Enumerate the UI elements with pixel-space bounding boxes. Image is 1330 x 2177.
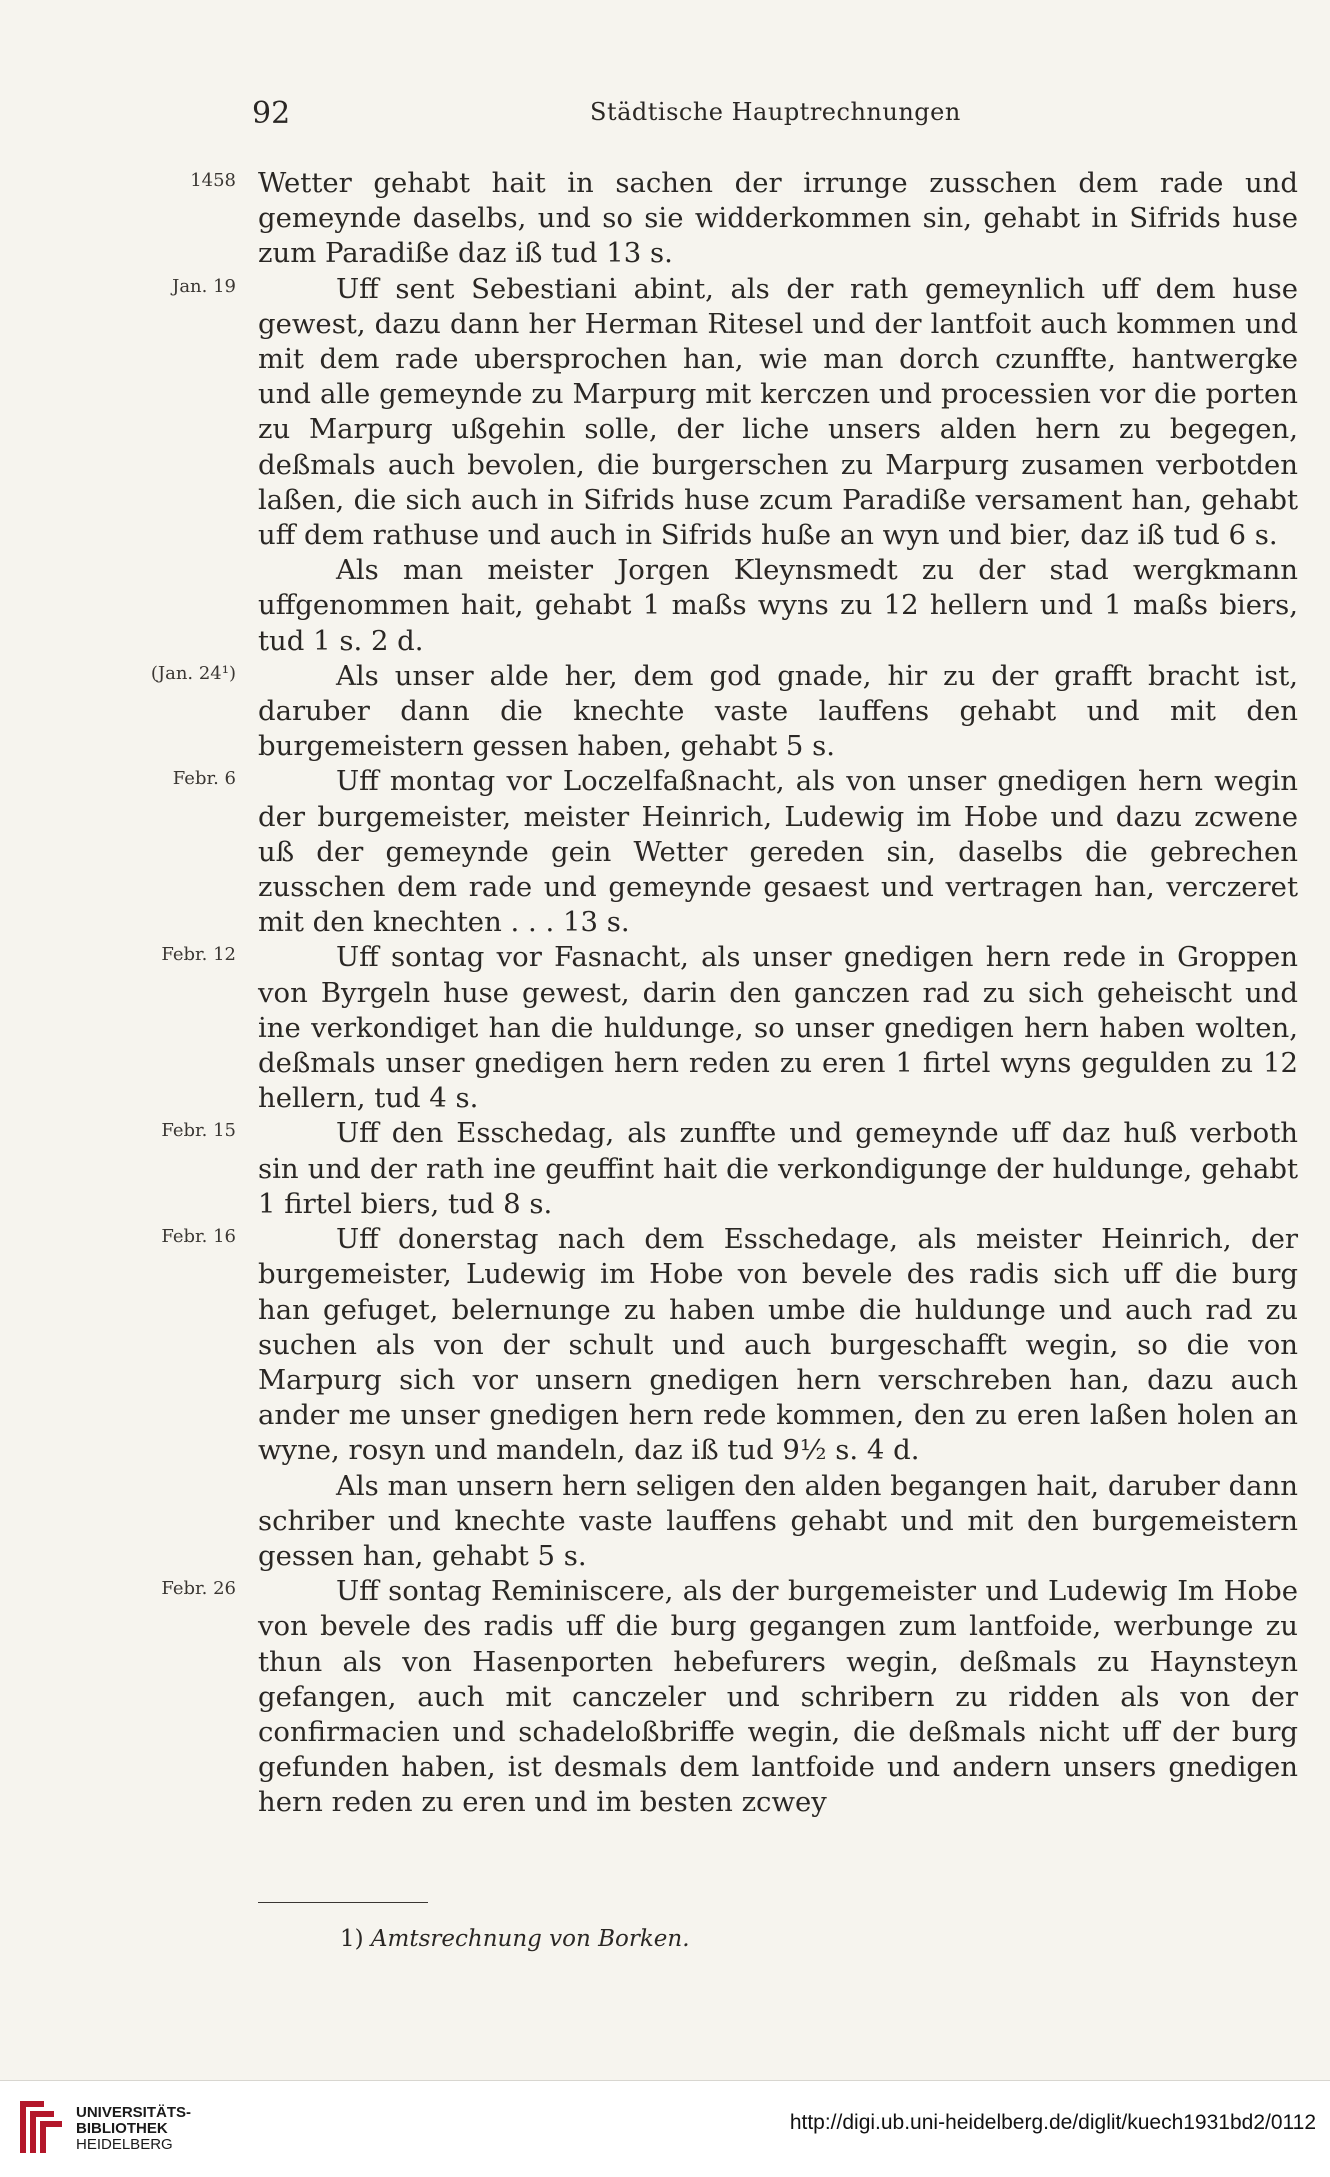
entry-paragraph (150, 659, 1298, 765)
footnote-divider (258, 1902, 428, 1903)
paragraph-text: Uff sent Sebestiani abint, als der rath gemeynlich uff dem huse gewest, dazu dann her Herman Ritesel und der lantfoit auch kommen und mit dem rade ubersprochen han, wie man dorch czunffte, hantwergke und alle gemeynde zu Marpurg mit kerczen und processien vor die porten zu Marpurg ußgehin solle, der liche unsers alden hern zu begegen, deßmals auch bevolen, die burgerschen zu Marpurg zusamen verbotden laßen, die sich auch in Sifrids huse zcum Paradiße versament han, gehabt uff dem rathuse und auch in Sifrids huße an wyn und bier, daz iß tud 6 s. (258, 272, 1298, 552)
library-name-line: HEIDELBERG (76, 2136, 173, 2153)
library-name-line: BIBLIOTHEK (76, 2120, 168, 2137)
paragraph-text: Uff montag vor Loczelfaßnacht, als von unser gnedigen hern wegin der burgemeister, meister Heinrich, Ludewig im Hobe und dazu zcwene uß der gemeynde gein Wetter gereden sin, daselbs die gebrechen zusschen dem rade und gemeynde gesaest und vertragen han, verczeret mit den knechten . . . 13 s. (258, 765, 1298, 939)
entry-paragraph (172, 272, 1298, 554)
source-url-link[interactable]: http://digi.ub.uni-heidelberg.de/diglit/kuech1931bd2/0112 (789, 2111, 1316, 2134)
paragraph-text: Uff sontag vor Fasnacht, als unser gnedigen hern rede in Groppen von Byrgeln huse gewest, darin den ganczen rad zu sich geheischt und ine verkondiget han die huldunge, so unser gnedigen hern haben wolten, deßmals unser gnedigen hern reden zu eren 1 firtel wyns gegulden zu 12 hellern, tud 4 s. (258, 941, 1298, 1115)
margin-date: Febr. 16 (161, 1226, 236, 1248)
margin-date: (Jan. 24¹) (150, 662, 236, 684)
margin-date: Jan. 19 (172, 275, 236, 297)
paragraph-text: Uff donerstag nach dem Esschedage, als meister Heinrich, der burgemeister, Ludewig im Hobe von bevele des radis sich uff die burg han gefuget, belernunge zu haben umbe die huldunge und auch rad zu suchen als von der schult und auch burgeschafft wegin, so die von Marpurg sich vor unsern gnedigen hern verschreben han, dazu auch ander me unser gnedigen hern rede kommen, den zu eren laßen holen an wyne, rosyn und mandeln, daz iß tud 9½ s. 4 d. (258, 1223, 1298, 1467)
margin-date: Febr. 12 (161, 944, 236, 966)
entry-paragraph (161, 1116, 1298, 1222)
paragraph-text: Uff den Esschedag, als zunffte und gemeynde uff daz huß verboth sin und der rath ine geuffint hait die verkondigunge der huldunge, gehabt 1 firtel biers, tud 8 s. (258, 1117, 1298, 1220)
margin-date: Febr. 26 (161, 1578, 236, 1600)
footnote (340, 1926, 690, 1952)
margin-date: Febr. 15 (161, 1120, 236, 1142)
entry-paragraph (161, 1222, 1298, 1468)
library-logo-icon (14, 2097, 66, 2157)
library-name-line: UNIVERSITÄTS- (76, 2104, 192, 2121)
library-footer (0, 2080, 1330, 2177)
page-header (0, 96, 1330, 136)
entry-paragraph (161, 1574, 1298, 1820)
paragraph-text: Als man meister Jorgen Kleynsmedt zu der stad wergkmann uffgenommen hait, gehabt 1 maßs wyns zu 12 hellern und 1 maßs biers, tud 1 s. 2 d. (258, 554, 1298, 657)
margin-date: 1458 (190, 170, 236, 191)
entry-paragraph (258, 1469, 1298, 1575)
footnote-text: Amtsrechnung von Borken. (370, 1926, 690, 1952)
paragraph-text: Wetter gehabt hait in sachen der irrunge zusschen dem rade und gemeynde daselbs, und so sie widderkommen sin, gehabt in Sifrids huse zum Paradiße daz iß tud 13 s. (258, 167, 1298, 270)
entry-paragraph (172, 764, 1298, 940)
paragraph-text: Uff sontag Reminiscere, als der burgemeister und Ludewig Im Hobe von bevele des radis uff die burg gegangen zum lantfoide, werbunge zu thun als von Hasenporten hebefurers wegin, deßmals zu Haynsteyn gefangen, auch mit canczeler und schribern zu ridden als von der confirmacien und schadeloßbriffe wegin, die deßmals nicht uff der burg gefunden haben, ist desmals dem lantfoide und andern unsers gnedigen hern reden zu eren und im besten zcwey (258, 1575, 1298, 1819)
library-name (76, 2105, 191, 2153)
running-head: Städtische Hauptrechnungen (590, 98, 961, 126)
entry-paragraph (190, 166, 1298, 272)
paragraph-text: Als man unsern hern seligen den alden begangen hait, daruber dann schriber und knechte vaste lauffens gehabt und mit den burgemeistern gessen han, gehabt 5 s. (258, 1469, 1298, 1572)
entry-paragraph (161, 940, 1298, 1116)
page-number: 92 (252, 96, 291, 131)
footnote-marker: 1) (340, 1926, 364, 1952)
paragraph-text: Als unser alde her, dem god gnade, hir zu der grafft bracht ist, daruber dann die knechte vaste lauffens gehabt und mit den burgemeistern gessen haben, gehabt 5 s. (258, 659, 1298, 763)
entry-paragraph (258, 553, 1298, 659)
body-text (150, 166, 1298, 1821)
margin-date: Febr. 6 (172, 768, 236, 790)
